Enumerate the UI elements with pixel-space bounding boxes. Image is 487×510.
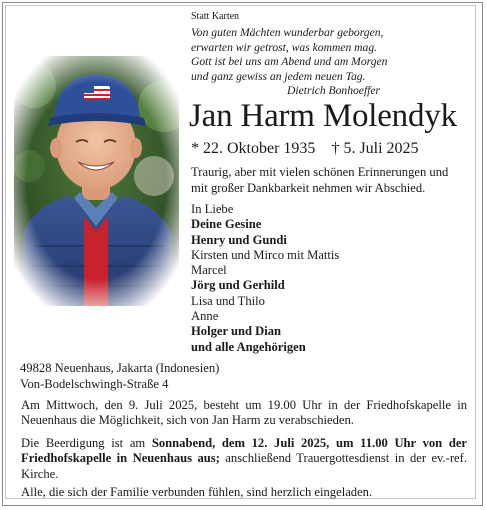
family-line: Henry und Gundi: [191, 232, 287, 247]
invitation-paragraph: Alle, die sich der Familie verbunden fühlen, sind herzlich eingeladen.: [21, 485, 373, 499]
tribute-line: Traurig, aber mit vielen schönen Erinnerungen und: [191, 165, 449, 179]
family-list: [191, 202, 339, 355]
life-dates: [191, 140, 419, 158]
family-line: In Liebe: [191, 202, 234, 216]
poem-line: und ganz gewiss an jedem neuen Tag.: [191, 69, 366, 83]
portrait-photo: [14, 56, 179, 306]
birth-date: * 22. Oktober 1935: [191, 140, 316, 157]
funeral-intro: Die Beerdigung ist am: [21, 436, 152, 450]
poem: [191, 26, 387, 84]
deceased-name: Jan Harm Molendyk: [189, 98, 457, 134]
header-statt-karten: Statt Karten: [191, 11, 240, 22]
funeral-paragraph: [21, 436, 467, 482]
family-line: Deine Gesine: [191, 217, 262, 232]
family-line: Lisa und Thilo: [191, 293, 265, 308]
family-line: Kirsten und Mirco mit Mattis: [191, 247, 340, 262]
family-line: und alle Angehörigen: [191, 339, 306, 354]
address-line: 49828 Neuenhaus, Jakarta (Indonesien): [20, 361, 220, 375]
tribute-line: mit großer Dankbarkeit nehmen wir Abschied.: [191, 181, 426, 195]
address: [20, 361, 219, 392]
poem-author: Dietrich Bonhoeffer: [287, 84, 381, 97]
family-line: Marcel: [191, 263, 227, 278]
funeral-service: anschließend Trauergottesdienst in der ev.-ref. Kirche.: [21, 451, 467, 481]
poem-line: Von guten Mächten wunderbar geborgen,: [191, 26, 384, 39]
poem-line: erwarten wir getrost, was kommen mag.: [191, 40, 378, 54]
tribute-text: [191, 164, 448, 196]
family-line: Jörg und Gerhild: [191, 278, 285, 293]
family-line: Holger und Dian: [191, 324, 282, 339]
death-date: † 5. Juli 2025: [331, 140, 419, 157]
poem-line: Gott ist bei uns am Abend und am Morgen: [191, 55, 388, 68]
family-line: Anne: [191, 309, 219, 324]
address-line: Von-Bodelschwingh-Straße 4: [20, 376, 169, 391]
farewell-paragraph: Am Mittwoch, den 9. Juli 2025, besteht um 19.00 Uhr in der Friedhofskapelle in Neuenhaus die Möglichkeit, sich von Jan Harm zu verabschieden.: [21, 398, 467, 428]
funeral-details: Sonnabend, dem 12. Juli 2025, um 11.00 Uhr von der Friedhofskapelle in Neuenhaus aus;: [21, 436, 468, 466]
